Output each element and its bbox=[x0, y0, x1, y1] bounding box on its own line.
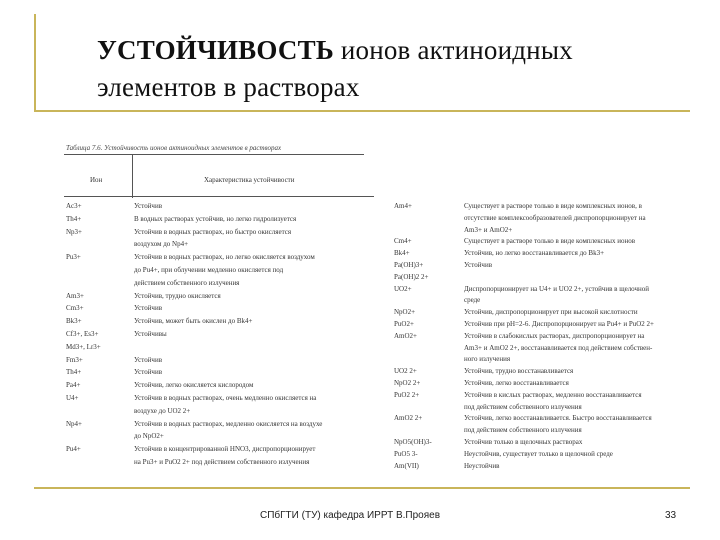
title-rest: ионов актиноидных bbox=[333, 35, 573, 65]
left-description: Устойчивы bbox=[134, 330, 167, 338]
right-ion: NpO2+ bbox=[394, 308, 416, 317]
right-description: Диспропорционирует на U4+ и UO2 2+, устойчив в щелочной bbox=[464, 284, 650, 293]
right-description: Устойчив, диспропорционирует при высокой кислотности bbox=[464, 308, 638, 317]
right-description: Неустойчив, существует только в щелочной среде bbox=[464, 449, 613, 458]
left-description: до NpO2+ bbox=[134, 432, 164, 441]
table-caption: Таблица 7.6. Устойчивость ионов актиноидных элементов в растворах bbox=[66, 144, 282, 152]
left-description: воздухе до UO2 2+ bbox=[134, 406, 191, 415]
left-ion: Np3+ bbox=[66, 227, 83, 236]
left-description: Устойчив в водных растворах, медленно окисляется на воздухе bbox=[134, 419, 323, 428]
right-description: Устойчив при pH=2-6. Диспропорционирует на Pu4+ и PuO2 2+ bbox=[464, 320, 655, 328]
right-ion: Cm4+ bbox=[394, 237, 412, 246]
left-description: воздухом до Np4+ bbox=[134, 240, 189, 249]
right-ion: AmO2+ bbox=[394, 331, 418, 340]
right-ion: Pa(OH)2 2+ bbox=[394, 272, 429, 281]
right-ion: Am4+ bbox=[394, 202, 412, 210]
left-ion: Pu4+ bbox=[66, 445, 81, 454]
frame-left-rule bbox=[34, 14, 36, 110]
right-ion: Pa(OH)3+ bbox=[394, 261, 424, 269]
right-description: Устойчив, но легко восстанавливается до Bk3+ bbox=[464, 249, 605, 258]
left-ion: Np4+ bbox=[66, 419, 83, 428]
page-number: 33 bbox=[665, 510, 677, 521]
left-description: Устойчив в концентрированной HNO3, диспропорционирует bbox=[134, 445, 316, 454]
right-ion: NpO5(OH)3- bbox=[394, 438, 432, 446]
right-description: под действием собственного излучения bbox=[464, 426, 582, 435]
left-description: Устойчив bbox=[134, 355, 163, 364]
column-divider bbox=[132, 154, 133, 198]
right-ion: AmO2 2+ bbox=[394, 414, 423, 423]
left-description: Устойчив bbox=[134, 202, 163, 210]
right-ion: Bk4+ bbox=[394, 249, 410, 258]
scanned-table bbox=[64, 140, 714, 480]
right-description: отсутствие комплексообразователей диспропорционирует на bbox=[464, 213, 646, 222]
left-ion: Am3+ bbox=[66, 291, 84, 300]
left-ion: Fm3+ bbox=[66, 355, 83, 364]
right-description: Существует в растворе только в виде комплексных ионов, в bbox=[464, 202, 642, 210]
left-description: Устойчив, трудно окисляется bbox=[134, 291, 221, 300]
right-description: под действием собственного излучения bbox=[464, 402, 582, 411]
left-description: Устойчив в водных растворах, очень медленно окисляется на bbox=[134, 394, 317, 402]
left-ion: Cf3+, Es3+ bbox=[66, 330, 99, 338]
right-description: Устойчив, легко восстанавливается. Быстро восстанавливается bbox=[464, 414, 652, 423]
right-description: ного излучения bbox=[464, 355, 511, 364]
right-description: Устойчив только в щелочных растворах bbox=[464, 438, 583, 446]
footer-text: СПбГТИ (ТУ) кафедра ИРРТ В.Прояев bbox=[260, 510, 440, 521]
right-description: Устойчив, трудно восстанавливается bbox=[464, 367, 574, 376]
right-description: Am3+ и AmO2+ bbox=[464, 225, 513, 234]
right-ion: PuO5 3- bbox=[394, 449, 418, 458]
left-description: действием собственного излучения bbox=[134, 278, 240, 287]
left-ion: Th4+ bbox=[66, 214, 82, 223]
right-description: Неустойчив bbox=[464, 461, 500, 470]
header-bottom-rule bbox=[64, 196, 374, 197]
left-ion: Bk3+ bbox=[66, 317, 82, 326]
left-ion: Ac3+ bbox=[66, 202, 82, 210]
header-characteristic: Характеристика устойчивости bbox=[204, 176, 295, 184]
title-line-2: элементов в растворах bbox=[97, 72, 360, 102]
left-ion: U4+ bbox=[66, 394, 79, 402]
left-ion: Cm3+ bbox=[66, 304, 84, 313]
left-ion: Pa4+ bbox=[66, 381, 81, 390]
right-ion: NpO2 2+ bbox=[394, 379, 421, 387]
frame-top-rule bbox=[34, 110, 690, 112]
right-description: Устойчив bbox=[464, 261, 493, 269]
right-description: Устойчив в слабокислых растворах, диспропорционирует на bbox=[464, 331, 645, 340]
table-top-rule bbox=[64, 154, 364, 155]
right-ion: Am(VII) bbox=[394, 461, 419, 470]
frame-footer-rule bbox=[34, 487, 690, 489]
right-ion: UO2+ bbox=[394, 284, 412, 293]
left-description: Устойчив, может быть окислен до Bk4+ bbox=[134, 317, 253, 326]
right-description: среде bbox=[464, 296, 481, 305]
left-description: Устойчив в водных растворах, но быстро окисляется bbox=[134, 227, 292, 236]
title-bold: УСТОЙЧИВОСТЬ bbox=[97, 35, 334, 65]
left-description: В водных растворах устойчив, но легко гидролизуется bbox=[134, 214, 297, 223]
right-ion: PuO2 2+ bbox=[394, 390, 420, 399]
left-description: Устойчив в водных растворах, но легко окисляется воздухом bbox=[134, 253, 315, 262]
left-ion: Th4+ bbox=[66, 368, 82, 377]
right-description: Устойчив в кислых растворах, медленно восстанавливается bbox=[464, 390, 642, 399]
header-ion: Ион bbox=[90, 176, 103, 184]
right-description: Устойчив, легко восстанавливается bbox=[464, 379, 569, 387]
left-ion: Md3+, Lr3+ bbox=[66, 342, 101, 351]
left-description: Устойчив, легко окисляется кислородом bbox=[134, 381, 254, 390]
right-description: Am3+ и AmO2 2+, восстанавливается под действием собствен- bbox=[464, 343, 653, 352]
slide-title bbox=[97, 32, 573, 106]
left-description: Устойчив bbox=[134, 304, 163, 313]
left-ion: Pu3+ bbox=[66, 253, 81, 262]
left-description: до Pu4+, при облучении медленно окисляется под bbox=[134, 266, 284, 274]
right-description: Существует в растворе только в виде комплексных ионов bbox=[464, 237, 636, 246]
left-description: на Pu3+ и PuO2 2+ под действием собственного излучения bbox=[134, 458, 310, 466]
left-description: Устойчив bbox=[134, 368, 163, 377]
right-ion: UO2 2+ bbox=[394, 367, 417, 376]
right-ion: PuO2+ bbox=[394, 320, 414, 328]
